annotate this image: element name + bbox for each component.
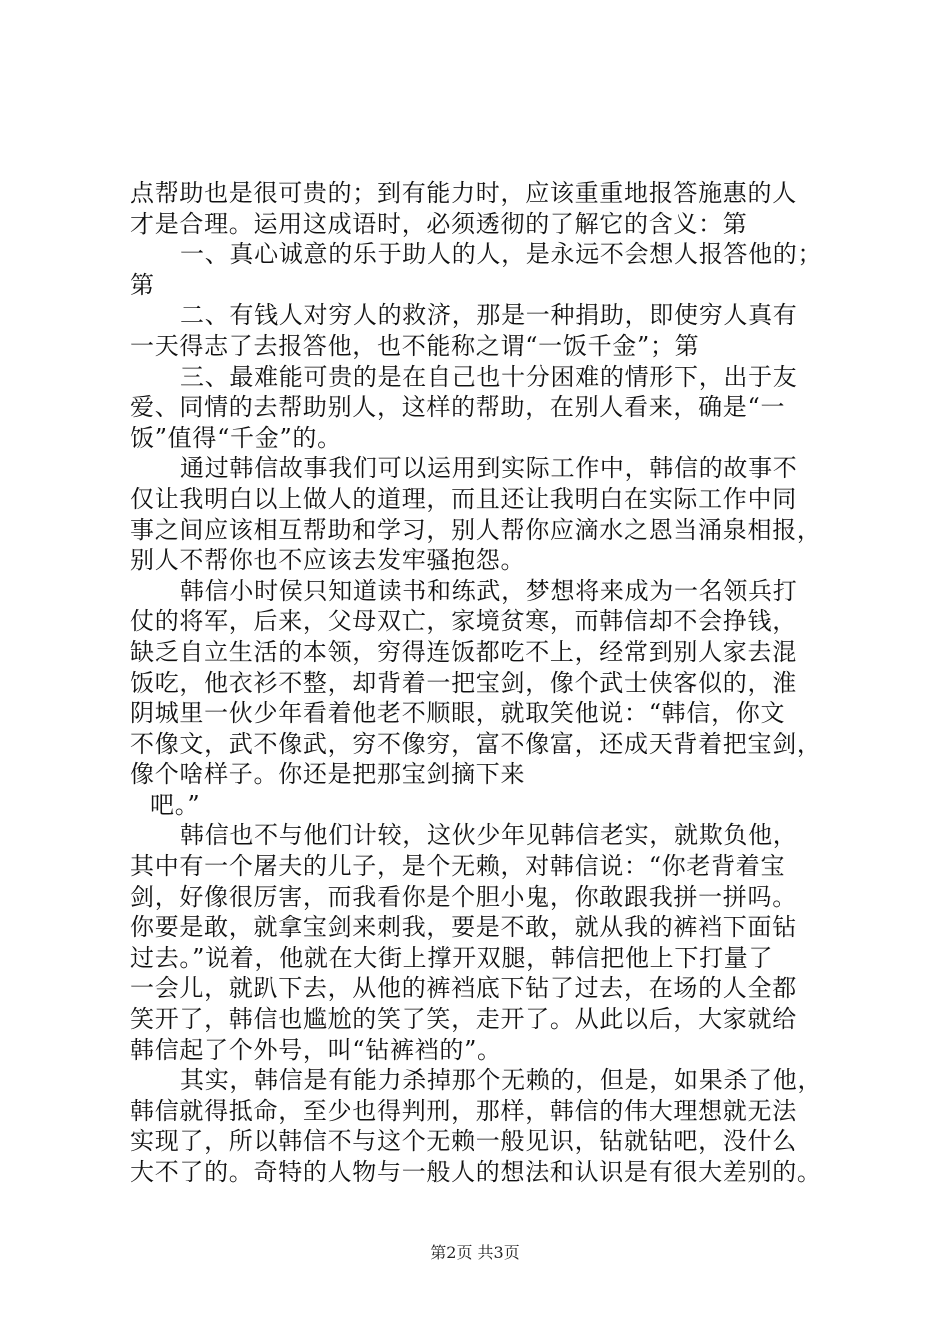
text-line: 仅让我明白以上做人的道理，而且还让我明白在实际工作中同 — [130, 484, 797, 513]
text-line: 不像文，武不像武，穷不像穷，富不像富，还成天背着把宝剑， — [130, 729, 822, 758]
text-line: 第 — [130, 270, 155, 299]
text-line: 其中有一个屠夫的儿子，是个无赖，对韩信说：“你老背着宝 — [130, 852, 786, 881]
text-line: 二、有钱人对穷人的救济，那是一种捐助，即使穷人真有 — [180, 301, 798, 330]
text-line: 笑开了，韩信也尴尬的笑了笑，走开了。从此以后，大家就给 — [130, 1005, 797, 1034]
text-line: 过去。”说着，他就在大街上撑开双腿，韩信把他上下打量了 — [130, 943, 774, 972]
text-line: 像个啥样子。你还是把那宝剑摘下来 — [130, 760, 526, 789]
text-line: 事之间应该相互帮助和学习，别人帮你应滴水之恩当涌泉相报， — [130, 515, 822, 544]
text-line: 一、真心诚意的乐于助人的人，是永远不会想人报答他的； — [180, 240, 823, 269]
text-line: 爱、同情的去帮助别人，这样的帮助，在别人看来，确是“一 — [130, 393, 786, 422]
text-line: 缺乏自立生活的本领，穷得连饭都吃不上，经常到别人家去混 — [130, 637, 797, 666]
text-line: 饭”值得“千金”的。 — [130, 423, 342, 452]
text-line: 饭吃，他衣衫不整，却背着一把宝剑，像个武士侠客似的，淮 — [130, 668, 797, 697]
text-line: 三、最难能可贵的是在自己也十分困难的情形下，出于友 — [180, 362, 798, 391]
page-number-footer: 第2页 共3页 — [430, 1243, 520, 1262]
text-line: 点帮助也是很可贵的；到有能力时，应该重重地报答施惠的人 — [130, 179, 797, 207]
text-line: 剑，好像很厉害，而我看你是个胆小鬼，你敢跟我拼一拼吗。 — [130, 882, 797, 911]
text-line: 韩信也不与他们计较，这伙少年见韩信老实，就欺负他， — [180, 821, 798, 850]
text-line: 一会儿，就趴下去，从他的裤裆底下钻了过去，在场的人全都 — [130, 974, 797, 1003]
text-line: 实现了，所以韩信不与这个无赖一般见识，钻就钻吧，没什么 — [130, 1127, 797, 1156]
text-line: 韩信起了个外号，叫“钻裤裆的”。 — [130, 1035, 502, 1064]
text-line: 阴城里一伙少年看着他老不顺眼，就取笑他说：“韩信，你文 — [130, 699, 786, 728]
text-line: 韩信就得抵命，至少也得判刑，那样，韩信的伟大理想就无法 — [130, 1096, 797, 1125]
text-line: 大不了的。奇特的人物与一般人的想法和认识是有很大差别的。 — [130, 1158, 822, 1186]
text-line: 吧。” — [150, 790, 201, 819]
text-line: 一天得志了去报答他，也不能称之谓“一饭千金”；第 — [130, 331, 700, 360]
text-line: 韩信小时侯只知道读书和练武，梦想将来成为一名领兵打 — [180, 576, 798, 605]
text-line: 仗的将军，后来，父母双亡，家境贫寒，而韩信却不会挣钱， — [130, 607, 797, 636]
text-line: 你要是敢，就拿宝剑来刺我，要是不敢，就从我的裤裆下面钻 — [130, 913, 797, 942]
document-body — [130, 178, 842, 1188]
text-line: 才是合理。运用这成语时，必须透彻的了解它的含义：第 — [130, 209, 748, 238]
text-line: 别人不帮你也不应该去发牢骚抱怨。 — [130, 546, 526, 575]
text-line: 通过韩信故事我们可以运用到实际工作中，韩信的故事不 — [180, 454, 798, 483]
text-line: 其实，韩信是有能力杀掉那个无赖的，但是，如果杀了他， — [180, 1066, 823, 1095]
